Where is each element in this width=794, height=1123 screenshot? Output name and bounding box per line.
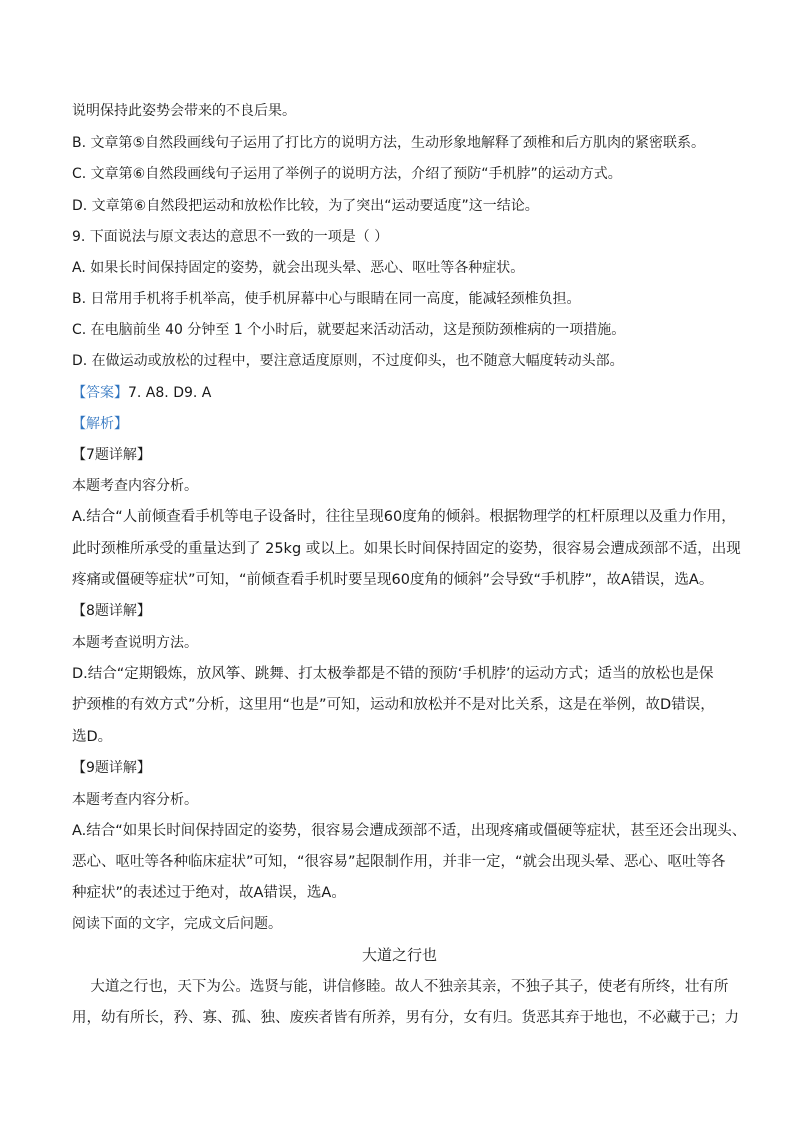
q9-explanation-line: 种症状”的表述过于绝对，故A错误，选A。: [72, 885, 346, 901]
question-9: 9. 下面说法与原文表达的意思不一致的一项是（ ）: [72, 229, 389, 245]
q8-intro: 本题考查说明方法。: [72, 635, 198, 651]
reading-prompt: 阅读下面的文字，完成文后问题。: [72, 916, 282, 932]
option-c-q9: C. 在电脑前坐 40 分钟至 1 个小时后，就要起来活动活动，这是预防颈椎病的一项措施。: [72, 322, 626, 338]
q7-intro: 本题考查内容分析。: [72, 478, 198, 494]
q9-explanation-line: 恶心、呕吐等各种临床症状”可知，“很容易”起限制作用，并非一定，“就会出现头晕、恶心、呕吐等各: [72, 854, 726, 870]
q7-explanation-line: A.结合“人前倾查看手机等电子设备时，往往呈现60度角的倾斜。根据物理学的杠杆原理以及重力作用，: [72, 509, 736, 525]
q9-intro: 本题考查内容分析。: [72, 792, 198, 808]
passage-line: 用，幼有所长，矜、寡、孤、独、废疾者皆有所养，男有分，女有归。货恶其弃于地也，不必藏于己；力: [72, 1010, 739, 1026]
q8-explanation-line: 护颈椎的有效方式”分析，这里用“也是”可知，运动和放松并不是对比关系，这是在举例，故D错误，: [72, 697, 715, 713]
q8-explanation-line: D.结合“定期锻炼，放风筝、跳舞、打太极拳都是不错的预防‘手机脖’的运动方式；适当的放松也是保: [72, 666, 714, 682]
answer-label: 【答案】: [72, 385, 128, 401]
option-a-q9: A. 如果长时间保持固定的姿势，就会出现头晕、恶心、呕吐等各种症状。: [72, 260, 525, 276]
answer-line: [72, 383, 211, 403]
q9-heading: 【9题详解】: [72, 760, 151, 776]
option-b-q8: B. 文章第⑤自然段画线句子运用了打比方的说明方法，生动形象地解释了颈椎和后方肌肉的紧密联系。: [72, 135, 706, 151]
q7-explanation-line: 此时颈椎所承受的重量达到了 25kg 或以上。如果长时间保持固定的姿势，很容易会遭成颈部不适，出现: [72, 541, 741, 557]
q7-heading: 【7题详解】: [72, 447, 151, 463]
passage-line: 大道之行也，天下为公。选贤与能，讲信修睦。故人不独亲其亲，不独子其子，使老有所终，壮有所: [72, 979, 729, 995]
answer-text: 7. A8. D9. A: [128, 385, 212, 401]
option-c-q8: C. 文章第⑥自然段画线句子运用了举例子的说明方法，介绍了预防“手机脖”的运动方式。: [72, 166, 622, 182]
option-d-q8: D. 文章第⑥自然段把运动和放松作比较，为了突出“运动要适度”这一结论。: [72, 198, 539, 214]
q8-heading: 【8题详解】: [72, 603, 151, 619]
passage-title: 大道之行也: [362, 946, 438, 964]
option-d-q9: D. 在做运动或放松的过程中，要注意适度原则，不过度仰头，也不随意大幅度转动头部。: [72, 353, 624, 369]
option-a-continuation: 说明保持此姿势会带来的不良后果。: [72, 103, 296, 119]
q8-explanation-line: 选D。: [72, 729, 113, 745]
q9-explanation-line: A.结合“如果长时间保持固定的姿势，很容易会遭成颈部不适，出现疼痛或僵硬等症状，甚至还会出现头、: [72, 823, 747, 839]
q7-explanation-line: 疼痛或僵硬等症状”可知，“前倾查看手机时要呈现60度角的倾斜”会导致“手机脖”，故A错误，选A。: [72, 572, 714, 588]
analysis-label: 【解析】: [72, 416, 128, 432]
option-b-q9: B. 日常用手机将手机举高，使手机屏幕中心与眼睛在同一高度，能减轻颈椎负担。: [72, 291, 581, 307]
